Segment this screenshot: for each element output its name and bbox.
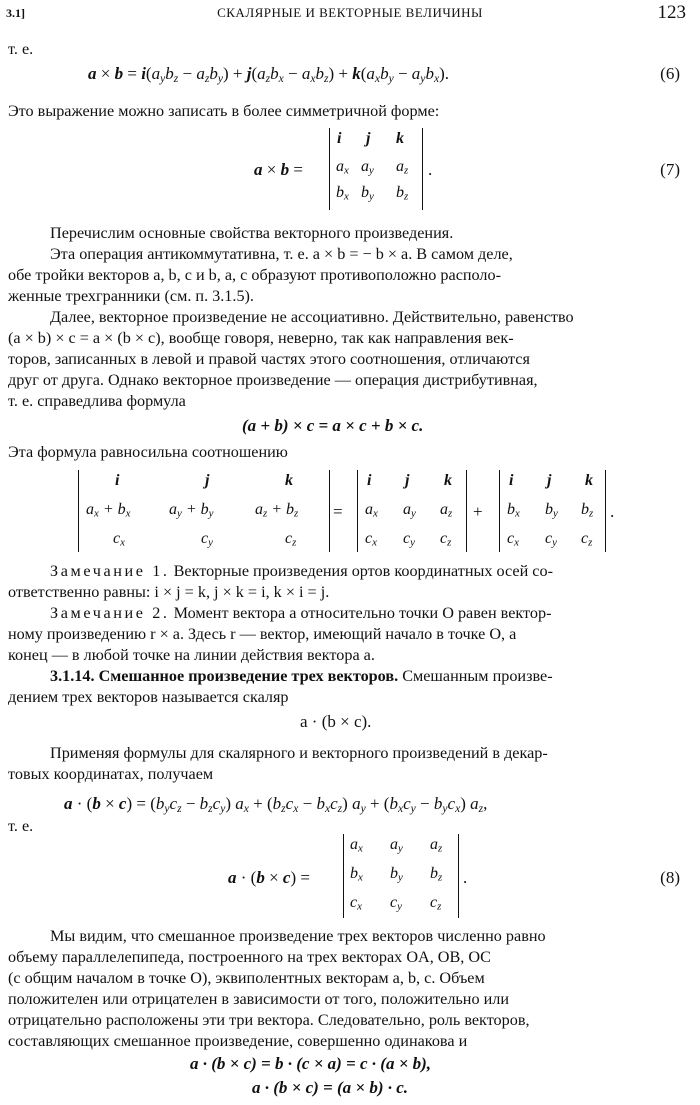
paragraph-anticommutative-2: обе тройки векторов a, b, c и b, a, c образуют противоположно располо- (8, 266, 501, 284)
section-heading-continued: дением трех векторов называется скаляр (8, 688, 289, 706)
equation-6: $a \times b = i(a_yb_z - a_zb_y) + j(a_zb_x - a_xb_z) + k(a_xb_y - a_yb_x)$. (88, 64, 449, 85)
remark-2-line-1: Замечание 2. Момент вектора a относительно точки O равен вектор- (50, 604, 552, 622)
paragraph-volume-1: Мы видим, что смешанное произведение трех векторов численно равно (50, 927, 546, 945)
paragraph-associative-1: Далее, векторное произведение не ассоциативно. Действительно, равенство (50, 308, 574, 326)
section-heading-3-1-14: 3.1.14. Смешанное произведение трех векторов. Смешанным произве- (50, 667, 553, 685)
paragraph-associative-3: торов, записанных в левой и правой частях этого соотношения, отличаются (8, 350, 530, 368)
equation-7-lhs: a × b = (254, 160, 303, 179)
equation-7-number: (7) (660, 160, 680, 179)
det7-r1c2: j (366, 130, 371, 147)
paragraph-symmetric: Это выражение можно записать в более симметричной форме: (8, 102, 440, 120)
big-det-middle: i j k $a_x$ $a_y$ $a_z$ $c_x$ $c_y$ $c_z$ (357, 470, 467, 552)
paragraph-anticommutative-3: женные трехгранники (см. п. 3.1.5). (8, 287, 254, 305)
paragraph-associative-4: друг от друга. Однако векторное произведение — операция дистрибутивная, (8, 371, 538, 389)
remark-2-line-2: ному произведению r × a. Здесь r — вектор, имеющий начало в точке O, а (8, 625, 517, 643)
page-number: 123 (657, 2, 686, 23)
big-det-right: i j k $b_x$ $b_y$ $b_z$ $c_x$ $c_y$ $c_z$ (499, 470, 606, 552)
equation-cyclic: a · (b × c) = b · (c × a) = c · (a × b), (190, 1054, 432, 1073)
det7-r1c1: i (337, 130, 342, 147)
header-section: 3.1] (6, 6, 25, 20)
equation-associative-dot: a · (b × c) = (a × b) · c. (252, 1078, 409, 1097)
paragraph-associative-5: т. е. справедлива формула (8, 392, 186, 410)
paragraph-equivalent: Эта формула равносильна соотношению (8, 443, 288, 461)
text-te-2: т. е. (8, 817, 34, 835)
equation-6-number: (6) (660, 64, 680, 83)
paragraph-volume-6: составляющих смешанное произведение, совершенно одинакова и (8, 1032, 468, 1050)
paragraph-associative-2: (a × b) × c = a × (b × c), вообще говоря, неверно, так как направления век- (8, 329, 514, 347)
paragraph-volume-2: объему параллелепипеда, построенного на трех векторах OA, OB, OC (8, 948, 491, 966)
equation-scalar-triple: a · (b × c). (300, 712, 372, 731)
text-te-1: т. е. (8, 40, 34, 58)
paragraph-volume-4: положителен или отрицателен в зависимости от того, положительно или (8, 990, 510, 1008)
remark-1-line-2: ответственно равны: i × j = k, j × k = i, k × i = j. (8, 583, 330, 601)
equation-7-determinant: i j k $a_x$ $a_y$ $a_z$ $b_x$ $b_y$ $b_z$ (329, 128, 423, 210)
paragraph-anticommutative-1: Эта операция антикоммутативна, т. е. a × b = − b × a. В самом деле, (50, 245, 513, 263)
header-title: СКАЛЯРНЫЕ И ВЕКТОРНЫЕ ВЕЛИЧИНЫ (217, 5, 483, 20)
remark-1-line-1: Замечание 1. Векторные произведения ортов координатных осей со- (50, 562, 553, 580)
paragraph-volume-3: (с общим началом в точке O), эквиполентных векторам a, b, c. Объем (8, 969, 485, 987)
running-header (0, 2, 700, 24)
paragraph-properties: Перечислим основные свойства векторного произведения. (50, 224, 454, 242)
equation-8-lhs: a · (b × c) = (228, 868, 310, 887)
remark-2-line-3: конец — в любой точке на линии действия вектора a. (8, 646, 375, 664)
det7-r1c3: k (396, 130, 404, 147)
big-det-left: i j k $a_x + b_x$ $a_y + b_y$ $a_z + b_z$ $c_x$ $c_y$ $c_z$ (78, 470, 330, 552)
book-page: 3.1] СКАЛЯРНЫЕ И ВЕКТОРНЫЕ ВЕЛИЧИНЫ 123 т. е. $a \times b = i(a_yb_z - a_zb_y) + j(a_zb_x - a_xb_z) + k(a_xb_y - a_yb_x)$. (6) Это выражение можно записать в более симметричной форме: a × b = i j k $a_x$ $a_y$ $a_z$ $b_x$ $b_y$ $b_z$ . (7) Перечислим основные свойства векторного произведения. Эта операция антикоммутативна, т. е. a × b = − b × a. В самом деле, обе тройки векторов a, b, c и b, a, c образуют противоположно располо- женные трехгранники (см. п. 3.1.5). Далее, векторное произведение не ассоциативно. Действительно, равенство (a × b) × c = a × (b × c), вообще говоря, неверно, так как направления век- торов, записанных в левой и правой частях этого соотношения, отличаются друг от друга. Однако векторное произведение — операция дистрибутивная, т. е. справедлива формула (a + b) × c = a × c + b × c. Эта формула равносильна соотношению i j k $a_x + b_x$ $a_y + b_y$ $a_z + b_z$ $c_x$ $c_y$ $c_z$ = i j k $a_x$ $a_y$ $a_z$ $c_x$ $c_y$ $c_z$ + i j k $b_x$ $b_y$ $b_z$ $c_x$ $c_y$ $c_z$ . Замечание 1. Векторные произведения ортов координатных осей со- ответственно равны: i × j = k, j × k = i, k × i = j. Замечание 2. Момент вектора a относительно точки O равен вектор- ному произведению r × a. Здесь r — вектор, имеющий начало в точке O, а конец — в любой точке на линии действия вектора a. 3.1.14. Смешанное произведение трех векторов. Смешанным произве- дением трех векторов называется скаляр a · (b × c). Применяя формулы для скалярного и векторного произведений в декар- товых координатах, получаем $a \cdot (b \times c) = (b_yc_z - b_zc_y) a_x + (b_zc_x - b_xc_z) a_y + (b_xc_y - b_yc_x)$ $a_z$, т. е. a · (b × c) = $a_x$ $a_y$ $a_z$ $b_x$ $b_y$ $b_z$ $c_x$ $c_y$ $c_z$ . (8) Мы видим, что смешанное произведение трех векторов численно равно объему параллелепипеда, построенного на трех векторах OA, OB, OC (с общим началом в точке O), эквиполентных векторам a, b, c. Объем положителен или отрицателен в зависимости от того, положительно или отрицательно расположены эти три вектора. Следовательно, роль векторов, составляющих смешанное произведение, совершенно одинакова и a · (b × c) = b · (c × a) = c · (a × b), a · (b × c) = (a × b) · c. (0, 0, 700, 1105)
equation-8-number: (8) (660, 868, 680, 887)
paragraph-cartesian-1: Применяя формулы для скалярного и векторного произведений в декар- (50, 744, 548, 762)
equation-distributive: (a + b) × c = a × c + b × c. (242, 416, 424, 435)
paragraph-cartesian-2: товых координатах, получаем (8, 765, 214, 783)
paragraph-volume-5: отрицательно расположены эти три вектора. Следовательно, роль векторов, (8, 1011, 530, 1029)
equation-long-expansion: $a \cdot (b \times c) = (b_yc_z - b_zc_y) a_x + (b_zc_x - b_xc_z) a_y + (b_xc_y - b_yc_x)$ $a_z$, (64, 794, 488, 815)
equation-8-determinant: $a_x$ $a_y$ $a_z$ $b_x$ $b_y$ $b_z$ $c_x$ $c_y$ $c_z$ (343, 834, 459, 918)
